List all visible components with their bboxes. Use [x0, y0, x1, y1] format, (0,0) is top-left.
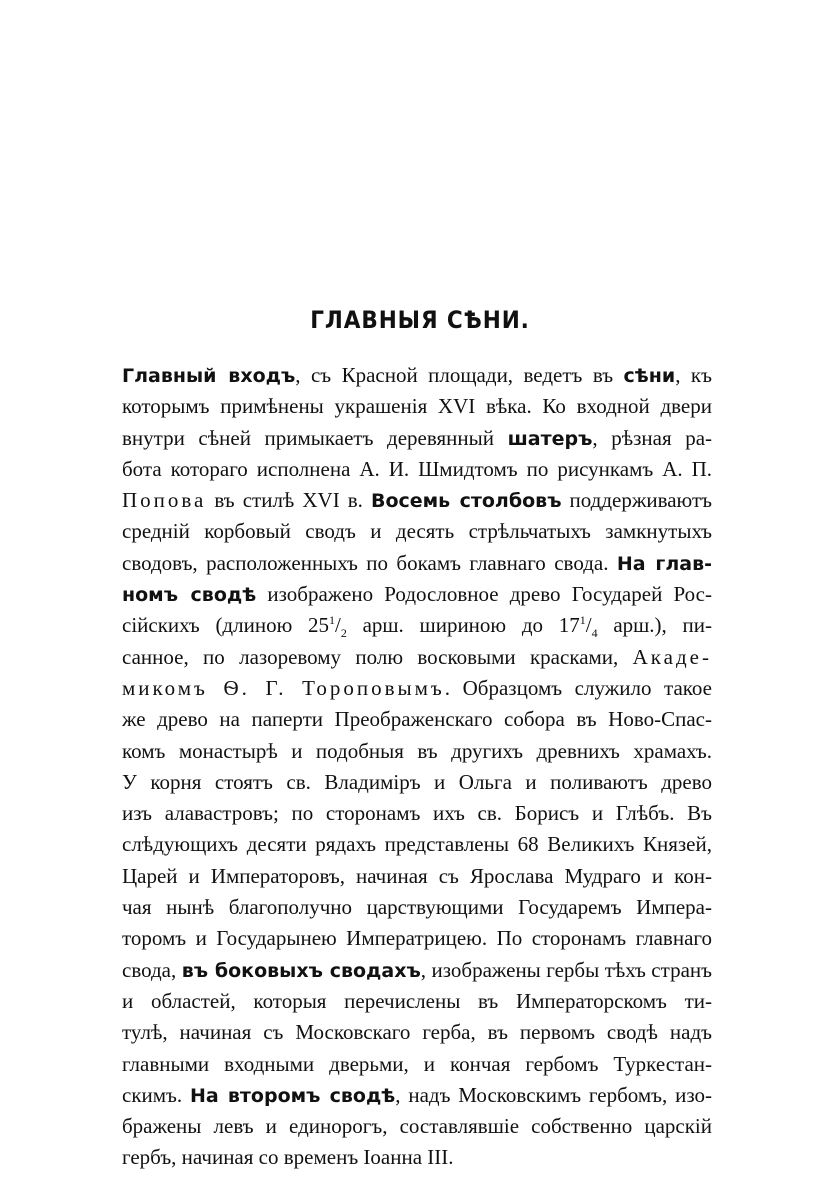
text-run: поддерживаютъ [561, 488, 713, 513]
text-line-20 [122, 955, 712, 986]
spaced-name: Попова [122, 488, 207, 513]
text-line-26 [122, 1142, 712, 1173]
text-line-8 [122, 579, 712, 610]
fraction-denominator: 4 [591, 626, 598, 641]
text-line-3 [122, 423, 712, 454]
text-line-4 [122, 454, 712, 485]
text-run: же древо на паперти Преображенскаго собора въ Ново-Спас- [122, 707, 712, 732]
section-title: ГЛАВНЫЯ СѢНИ. [310, 306, 530, 334]
text-run: , къ [675, 363, 712, 387]
text-run: сводовъ, расположенныхъ по бокамъ главнаго свода. [122, 550, 617, 575]
text-line-16 [122, 829, 712, 860]
text-run: , съ Красной площади, ведетъ въ [295, 363, 624, 387]
text-run: въ стилѣ XVI в. [206, 488, 371, 513]
text-run: У корня стоятъ св. Владиміръ и Ольга и поливаютъ древо [122, 769, 712, 794]
text-run: торомъ и Государынею Императрицею. По сторонамъ главнаго [122, 926, 712, 951]
text-run: скимъ. [122, 1082, 190, 1107]
bold-phrase: Восемь столбовъ [370, 490, 562, 513]
text-run: тулѣ, начиная съ Московскаго герба, въ первомъ сводѣ надъ [122, 1020, 712, 1045]
text-line-18 [122, 892, 712, 923]
text-run: главными входными дверьми, и кончая гербомъ Туркестан- [122, 1051, 712, 1076]
fraction-numerator: 1 [579, 613, 586, 628]
text-line-10 [122, 642, 712, 673]
text-run: , изображены гербы тѣхъ странъ [420, 957, 712, 982]
text-line-12 [122, 704, 712, 735]
text-run: изъ алавастровъ; по сторонамъ ихъ св. Борисъ и Глѣбъ. Въ [122, 801, 712, 826]
text-run: санное, по лазоревому полю восковыми красками, [122, 644, 633, 669]
text-run: изображено Родословное древо Государей Рос- [256, 582, 712, 607]
spaced-name: микомъ Ѳ. Г. Тороповымъ [122, 675, 445, 700]
text-run: . Образцомъ служило такое [444, 675, 712, 700]
text-run: свода, [122, 957, 182, 982]
text-run: средній корбовый сводъ и десять стрѣльчатыхъ замкнутыхъ [122, 519, 712, 544]
text-line-24 [122, 1080, 712, 1111]
text-run: сійскихъ (длиною 25 [122, 613, 329, 638]
bold-phrase: На глав- [616, 552, 712, 575]
spaced-name: Акаде- [632, 644, 712, 669]
text-run: арш. шириною до 17 [346, 613, 580, 638]
text-run: арш.), пи- [597, 613, 712, 638]
fraction-denominator: 2 [340, 626, 347, 641]
text-run: слѣдующихъ десяти рядахъ представлены 68 Великихъ Князей, [122, 832, 712, 857]
text-line-15 [122, 798, 712, 829]
text-run: бражены левъ и единорогъ, составлявшіе собственно царскій [122, 1114, 712, 1139]
text-run: внутри сѣней примыкаетъ деревянный [122, 425, 508, 450]
fraction-slash: / [335, 613, 341, 638]
text-run: комъ монастырѣ и подобныя въ другихъ древнихъ храмахъ. [122, 738, 712, 763]
text-line-1 [122, 360, 712, 391]
text-run: , рѣзная ра- [592, 425, 713, 450]
text-run: гербъ, начиная со временъ Іоанна III. [122, 1145, 454, 1170]
text-run: , надъ Московскимъ гербомъ, изо- [395, 1082, 712, 1107]
text-run: которымъ примѣнены украшенія XVI вѣка. Ко входной двери [122, 394, 712, 419]
text-line-6 [122, 516, 712, 547]
body-text [122, 360, 712, 1174]
text-line-11 [122, 673, 712, 704]
text-line-2 [122, 391, 712, 422]
text-line-25 [122, 1111, 712, 1142]
text-line-17 [122, 861, 712, 892]
text-run: бота котораго исполнена А. И. Шмидтомъ по рисункамъ А. П. [122, 456, 712, 481]
bold-phrase: шатеръ [507, 427, 593, 450]
text-line-5 [122, 485, 712, 516]
text-line-14 [122, 767, 712, 798]
fraction-slash: / [585, 613, 592, 638]
text-line-22 [122, 1017, 712, 1048]
bold-phrase: въ боковыхъ сводахъ [181, 959, 421, 982]
bold-phrase: номъ сводѣ [122, 584, 257, 607]
text-line-21 [122, 986, 712, 1017]
text-line-19 [122, 923, 712, 954]
bold-phrase: На второмъ сводѣ [189, 1084, 396, 1107]
text-run: и областей, которыя перечислены въ Императорскомъ ти- [122, 988, 712, 1013]
text-run: Царей и Императоровъ, начиная съ Ярослава Мудраго и кон- [122, 863, 712, 888]
text-run: чая нынѣ благополучно царствующими Государемъ Импера- [122, 895, 712, 920]
text-line-9 [122, 610, 712, 641]
bold-phrase: сѣни [623, 365, 676, 387]
bold-phrase: Главный входъ [122, 365, 296, 387]
fraction-numerator: 1 [329, 613, 335, 628]
text-line-7 [122, 548, 712, 579]
text-line-23 [122, 1049, 712, 1080]
text-line-13 [122, 736, 712, 767]
